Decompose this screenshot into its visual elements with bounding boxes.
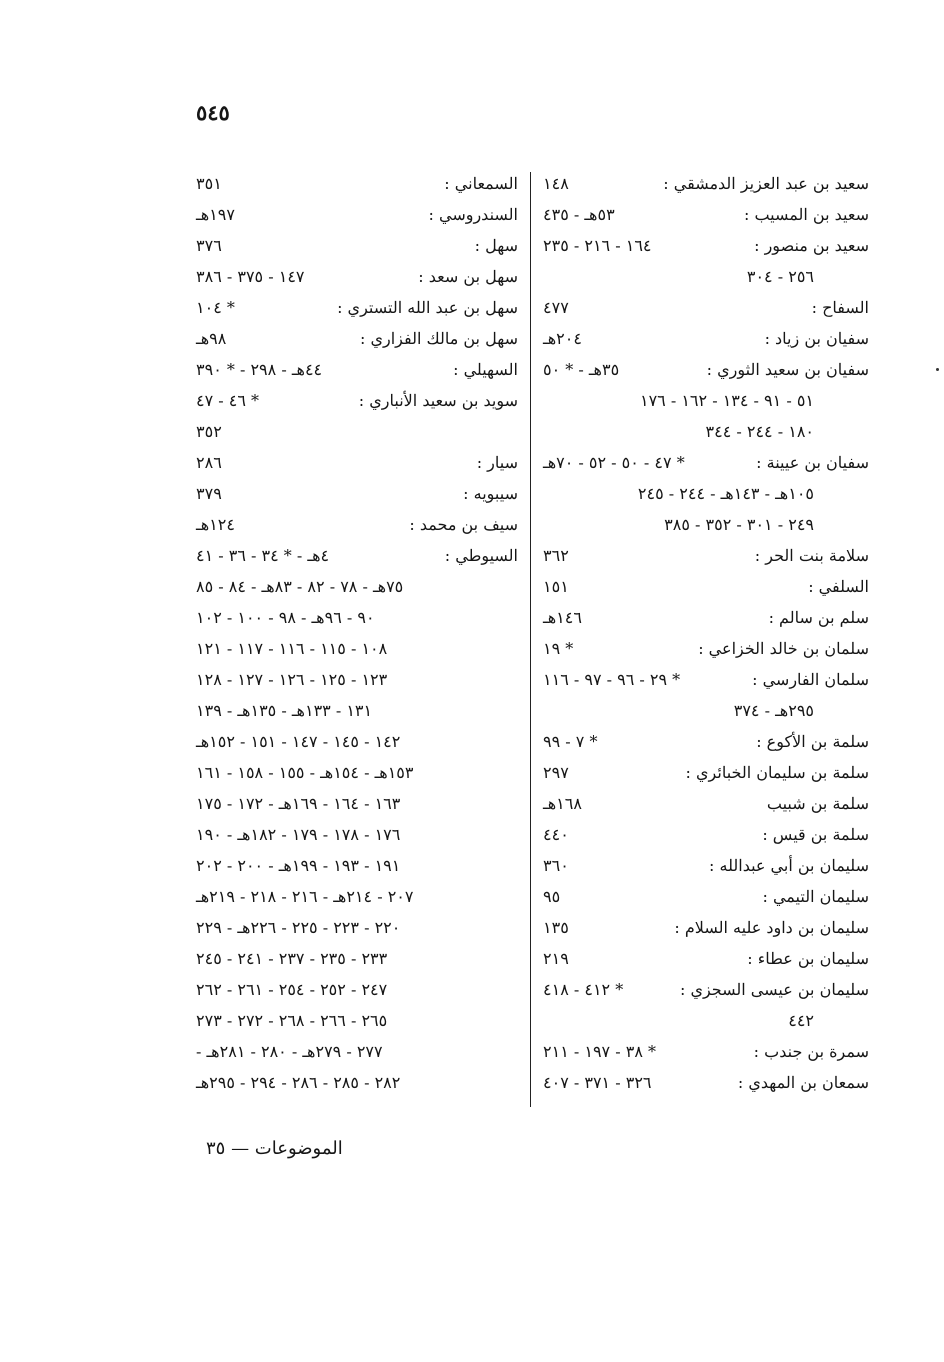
entry-name: سليمان بن عيسى السجزي : xyxy=(679,980,869,999)
index-entry xyxy=(543,974,869,1005)
entry-pages: ٣٥هـ - * ٥٠ xyxy=(543,360,620,379)
index-entry xyxy=(543,168,869,199)
index-entry-continuation xyxy=(196,943,518,974)
entry-name: السلفي : xyxy=(808,577,869,596)
entry-pages: ٣٧٦ xyxy=(196,236,222,255)
entry-name: السيوطي : xyxy=(444,546,518,565)
index-entry-continuation xyxy=(196,881,518,912)
entry-name: سفيان بن عيينة : xyxy=(756,453,869,472)
entry-pages: ٢٦٥ - ٢٦٦ - ٢٦٨ - ٢٧٢ - ٢٧٣ xyxy=(196,1011,388,1030)
entry-pages: ٢٩٧ xyxy=(543,763,569,782)
entry-pages: ٢٠٤هـ xyxy=(543,329,582,348)
index-entry xyxy=(543,540,869,571)
index-entry-continuation xyxy=(543,695,869,726)
entry-pages: ٩٥ xyxy=(543,887,561,906)
entry-name: سعيد بن منصور : xyxy=(754,236,869,255)
index-entry-continuation xyxy=(196,571,518,602)
index-entry-continuation xyxy=(196,695,518,726)
entry-name: سمعان بن المهدي : xyxy=(737,1073,869,1092)
index-entry xyxy=(543,323,869,354)
column-divider xyxy=(530,172,531,1107)
entry-pages: ٩٨هـ xyxy=(196,329,227,348)
entry-name: سيار : xyxy=(476,453,518,472)
entry-pages: ٢٩٥هـ - ٣٧٤ xyxy=(733,701,814,720)
index-entry xyxy=(196,354,518,385)
entry-pages: ١٥٣هـ - ١٥٤هـ - ١٥٥ - ١٥٨ - ١٦١ xyxy=(196,763,414,782)
entry-pages: ٣٦٢ xyxy=(543,546,569,565)
entry-pages: ٣٥١ xyxy=(196,174,222,193)
entry-name: سيف بن محمد : xyxy=(409,515,518,534)
index-entry xyxy=(543,602,869,633)
index-entry xyxy=(196,230,518,261)
index-entry-continuation xyxy=(196,850,518,881)
index-entry xyxy=(543,199,869,230)
entry-name: سليمان بن عطاء : xyxy=(747,949,869,968)
entry-pages: ٢٥٦ - ٣٠٤ xyxy=(746,267,814,286)
entry-name: سلمة بن سليمان الخبائري : xyxy=(685,763,869,782)
index-entry-continuation xyxy=(543,509,869,540)
index-column-left xyxy=(196,168,518,1098)
entry-pages: ٤٧٧ xyxy=(543,298,569,317)
index-entry-continuation xyxy=(196,1067,518,1098)
index-entry-continuation xyxy=(543,478,869,509)
index-entry-continuation xyxy=(543,385,869,416)
entry-name: سيبويه : xyxy=(463,484,518,503)
entry-pages: * ٤٧ - ٥٠ - ٥٢ - ٧٠هـ xyxy=(543,453,685,472)
entry-name: السفاح : xyxy=(811,298,869,317)
entry-pages: * ٧ - ٩٩ xyxy=(543,732,598,751)
entry-pages: ٢٣٣ - ٢٣٥ - ٢٣٧ - ٢٤١ - ٢٤٥ xyxy=(196,949,388,968)
entry-pages: ١٣٥ xyxy=(543,918,569,937)
index-entry xyxy=(543,1067,869,1098)
index-column-right xyxy=(543,168,869,1098)
page-number: ٥٤٥ xyxy=(196,100,230,125)
entry-pages: * ١٠٤ xyxy=(196,298,235,317)
index-entry xyxy=(196,199,518,230)
entry-pages: ٥٣هـ - ٤٣٥ xyxy=(543,205,615,224)
entry-pages: ٢١٩ xyxy=(543,949,569,968)
entry-name: سلم بن سالم : xyxy=(768,608,869,627)
index-entry-continuation xyxy=(543,416,869,447)
entry-pages: ١٤٨ xyxy=(543,174,569,193)
entry-pages: * ٤١٢ - ٤١٨ xyxy=(543,980,624,999)
entry-pages: ٥١ - ٩١ - ١٣٤ - ١٦٢ - ١٧٦ xyxy=(639,391,814,410)
entry-name: السندروسي : xyxy=(428,205,518,224)
entry-name: سعيد بن عبد العزيز الدمشقي : xyxy=(663,174,869,193)
entry-pages: ١٩٧هـ xyxy=(196,205,235,224)
index-entry xyxy=(543,633,869,664)
entry-name: سليمان التيمي : xyxy=(762,887,869,906)
index-entry xyxy=(543,354,869,385)
index-entry-continuation xyxy=(196,416,518,447)
index-entry xyxy=(543,788,869,819)
index-entry xyxy=(543,1036,869,1067)
entry-pages: ١٣١ - ١٣٣هـ - ١٣٥هـ - ١٣٩ xyxy=(196,701,373,720)
entry-pages: * ٤٦ - ٤٧ xyxy=(196,391,260,410)
index-entry xyxy=(543,447,869,478)
index-entry-continuation xyxy=(196,1005,518,1036)
entry-pages: ١٦٨هـ xyxy=(543,794,582,813)
entry-pages: ١٤٦هـ xyxy=(543,608,582,627)
entry-pages: ٤٤٠ xyxy=(543,825,569,844)
entry-name: سفيان بن سعيد الثوري : xyxy=(706,360,869,379)
index-entry xyxy=(196,168,518,199)
index-entry-continuation xyxy=(196,819,518,850)
entry-pages: ١٦٣ - ١٦٤ - ١٦٩هـ - ١٧٢ - ١٧٥ xyxy=(196,794,401,813)
entry-name: سلمة بن الأكوع : xyxy=(756,732,869,751)
entry-name: سهل : xyxy=(474,236,518,255)
entry-name: سهل بن سعد : xyxy=(418,267,518,286)
index-entry-continuation xyxy=(196,757,518,788)
entry-pages: * ٣٨ - ١٩٧ - ٢١١ xyxy=(543,1042,656,1061)
index-entry-continuation xyxy=(196,633,518,664)
index-entry xyxy=(543,664,869,695)
entry-pages: ٣٥٢ xyxy=(196,422,222,441)
entry-pages: ٣٧٩ xyxy=(196,484,222,503)
index-entry xyxy=(543,230,869,261)
index-entry-continuation xyxy=(196,788,518,819)
entry-name: سليمان بن داود عليه السلام : xyxy=(674,918,869,937)
index-entry xyxy=(196,540,518,571)
index-entry xyxy=(196,447,518,478)
index-entry-continuation xyxy=(196,1036,518,1067)
entry-pages: ١٥١ xyxy=(543,577,569,596)
entry-name: السمعاني : xyxy=(444,174,518,193)
entry-name: سعيد بن المسيب : xyxy=(743,205,869,224)
entry-name: سفيان بن زياد : xyxy=(764,329,869,348)
index-entry xyxy=(196,385,518,416)
index-entry xyxy=(543,571,869,602)
entry-pages: ٢٠٧ - ٢١٤هـ - ٢١٦ - ٢١٨ - ٢١٩هـ xyxy=(196,887,414,906)
entry-name: سلمة بن قيس : xyxy=(762,825,869,844)
entry-pages: ٣٦٠ xyxy=(543,856,569,875)
entry-name: السهيلي : xyxy=(453,360,518,379)
entry-pages: ٢٨٦ xyxy=(196,453,222,472)
entry-pages: ١٠٥هـ - ١٤٣هـ - ٢٤٤ - ٢٤٥ xyxy=(637,484,814,503)
index-entry xyxy=(543,819,869,850)
index-entry xyxy=(196,509,518,540)
index-entry xyxy=(543,292,869,323)
index-entry xyxy=(543,912,869,943)
entry-pages: ٢٨٢ - ٢٨٥ - ٢٨٦ - ٢٩٤ - ٢٩٥هـ xyxy=(196,1073,401,1092)
entry-pages: ٢٤٩ - ٣٠١ - ٣٥٢ - ٣٨٥ xyxy=(664,515,814,534)
entry-name: سمرة بن جندب : xyxy=(753,1042,869,1061)
page-footer: الموضوعات — ٣٥ xyxy=(206,1138,343,1159)
entry-pages: ١٠٨ - ١١٥ - ١١٦ - ١١٧ - ١٢١ xyxy=(196,639,388,658)
entry-pages: ٧٥هـ - ٧٨ - ٨٢ - ٨٣هـ - ٨٤ - ٨٥ xyxy=(196,577,404,596)
index-entry-continuation xyxy=(196,974,518,1005)
entry-name: سلمان الفارسي : xyxy=(752,670,869,689)
entry-pages: ٤٤هـ - ٢٩٨ - * ٣٩٠ xyxy=(196,360,323,379)
entry-name: سويد بن سعيد الأنباري : xyxy=(358,391,518,410)
entry-name: سلامة بنت الحر : xyxy=(754,546,869,565)
entry-pages: ٢٤٧ - ٢٥٢ - ٢٥٤ - ٢٦١ - ٢٦٢ xyxy=(196,980,388,999)
entry-pages: ٢٧٧ - ٢٧٩هـ - ٢٨٠ - ٢٨١هـ - xyxy=(196,1042,383,1061)
entry-pages: ١٩١ - ١٩٣ - ١٩٩هـ - ٢٠٠ - ٢٠٢ xyxy=(196,856,401,875)
entry-pages: ١٢٣ - ١٢٥ - ١٢٦ - ١٢٧ - ١٢٨ xyxy=(196,670,388,689)
index-entry xyxy=(543,850,869,881)
entry-pages: ٣٢٦ - ٣٧١ - ٤٠٧ xyxy=(543,1073,652,1092)
index-entry xyxy=(196,323,518,354)
index-entry xyxy=(543,757,869,788)
entry-pages: ١٤٢ - ١٤٥ - ١٤٧ - ١٥١ - ١٥٢هـ xyxy=(196,732,401,751)
entry-name: سليمان بن أبي عبدالله : xyxy=(709,856,869,875)
index-entry xyxy=(196,261,518,292)
entry-pages: ١٧٦ - ١٧٨ - ١٧٩ - ١٨٢هـ - ١٩٠ xyxy=(196,825,401,844)
index-entry-continuation xyxy=(543,261,869,292)
entry-pages: * ٢٩ - ٩٦ - ٩٧ - ١١٦ xyxy=(543,670,681,689)
entry-pages: ١٤٧ - ٣٧٥ - ٣٨٦ xyxy=(196,267,305,286)
entry-pages: ٢٢٠ - ٢٢٣ - ٢٢٥ - ٢٢٦هـ - ٢٢٩ xyxy=(196,918,401,937)
index-entry-continuation xyxy=(196,602,518,633)
entry-name: سهل بن عبد الله التستري : xyxy=(337,298,518,317)
margin-mark xyxy=(936,368,939,371)
entry-pages: ١٦٤ - ٢١٦ - ٢٣٥ xyxy=(543,236,652,255)
index-entry xyxy=(196,292,518,323)
index-entry xyxy=(543,726,869,757)
entry-pages: ١٨٠ - ٢٤٤ - ٣٤٤ xyxy=(705,422,814,441)
entry-name: سهل بن مالك الفزاري : xyxy=(359,329,518,348)
entry-name: سلمان بن خالد الخزاعي : xyxy=(698,639,869,658)
entry-pages: ٩٠ - ٩٦هـ - ٩٨ - ١٠٠ - ١٠٢ xyxy=(196,608,375,627)
index-entry xyxy=(543,881,869,912)
entry-name: سلمة بن شبيب xyxy=(766,794,869,813)
index-entry-continuation xyxy=(196,912,518,943)
index-entry-continuation xyxy=(196,664,518,695)
entry-pages: ٤٤٢ xyxy=(788,1011,814,1030)
index-entry xyxy=(543,943,869,974)
entry-pages: ٤هـ - * ٣٤ - ٣٦ - ٤١ xyxy=(196,546,330,565)
index-entry-continuation xyxy=(196,726,518,757)
entry-pages: ١٢٤هـ xyxy=(196,515,235,534)
index-entry xyxy=(196,478,518,509)
entry-pages: * ١٩ xyxy=(543,639,574,658)
index-entry-continuation xyxy=(543,1005,869,1036)
